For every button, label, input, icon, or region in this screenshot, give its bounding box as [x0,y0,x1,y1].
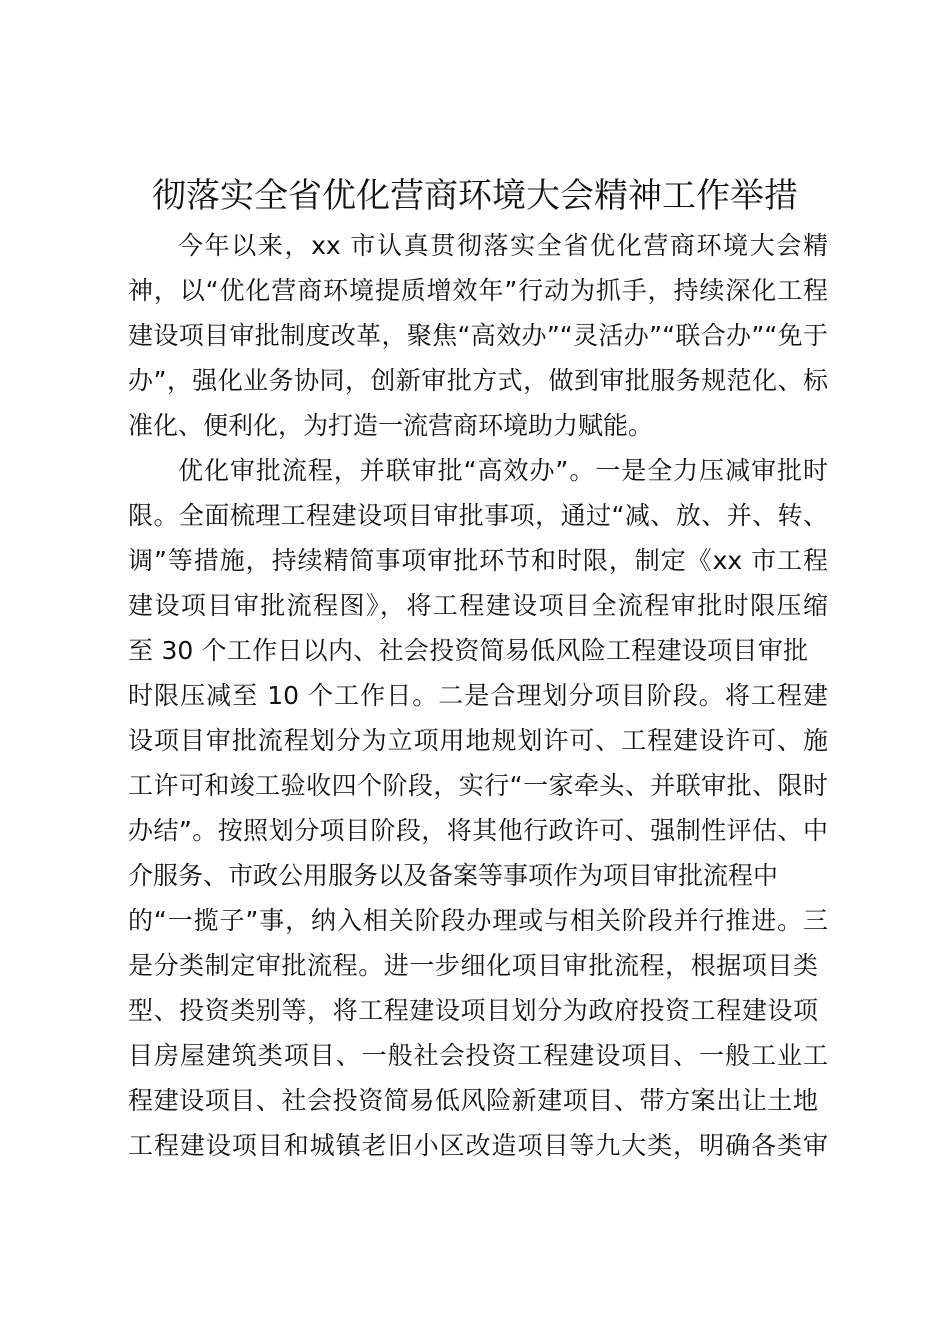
body-line: 目房屋建筑类项目、一般社会投资工程建设项目、一般工业工 [128,1041,828,1070]
body-line: 准化、便利化，为打造一流营商环境助力赋能。 [128,411,654,440]
body-line: 办”，强化业务协同，创新审批方式，做到审批服务规范化、标 [128,366,828,395]
body-line: 至 30 个工作日以内、社会投资简易低风险工程建设项目审批 [128,636,808,665]
body-line: 设项目审批流程划分为立项用地规划许可、工程建设许可、施 [128,726,828,755]
body-line: 型、投资类别等，将工程建设项目划分为政府投资工程建设项 [128,996,818,1025]
body-line: 介服务、市政公用服务以及备案等事项作为项目审批流程中 [128,861,779,890]
body-line: 的“一揽子”事，纳入相关阶段办理或与相关阶段并行推进。三 [128,906,828,935]
body-line: 建设项目审批流程图》，将工程建设项目全流程审批时限压缩 [128,591,828,620]
body-line: 工程建设项目和城镇老旧小区改造项目等九大类，明确各类审 [128,1131,828,1160]
body-line: 建设项目审批制度改革，聚焦“高效办”“灵活办”“联合办”“免于 [128,321,828,350]
body-line: 优化审批流程，并联审批“高效办”。一是全力压减审批时 [178,456,828,485]
body-line: 程建设项目、社会投资简易低风险新建项目、带方案出让土地 [128,1086,818,1115]
body-line: 调”等措施，持续精简事项审批环节和时限，制定《xx 市工程 [128,546,828,575]
body-line: 是分类制定审批流程。进一步细化项目审批流程，根据项目类 [128,951,818,980]
body-line: 今年以来，xx 市认真贯彻落实全省优化营商环境大会精 [178,231,828,260]
body-line: 时限压减至 10 个工作日。二是合理划分项目阶段。将工程建 [128,681,828,710]
body-line: 工许可和竣工验收四个阶段，实行“一家牵头、并联审批、限时 [128,771,828,800]
body-line: 限。全面梳理工程建设项目审批事项，通过“减、放、并、转、 [128,501,828,530]
document-title: 彻落实全省优化营商环境大会精神工作举措 [152,176,798,216]
body-line: 神，以“优化营商环境提质增效年”行动为抓手，持续深化工程 [128,276,828,305]
body-line: 办结”。按照划分项目阶段，将其他行政许可、强制性评估、中 [128,816,828,845]
